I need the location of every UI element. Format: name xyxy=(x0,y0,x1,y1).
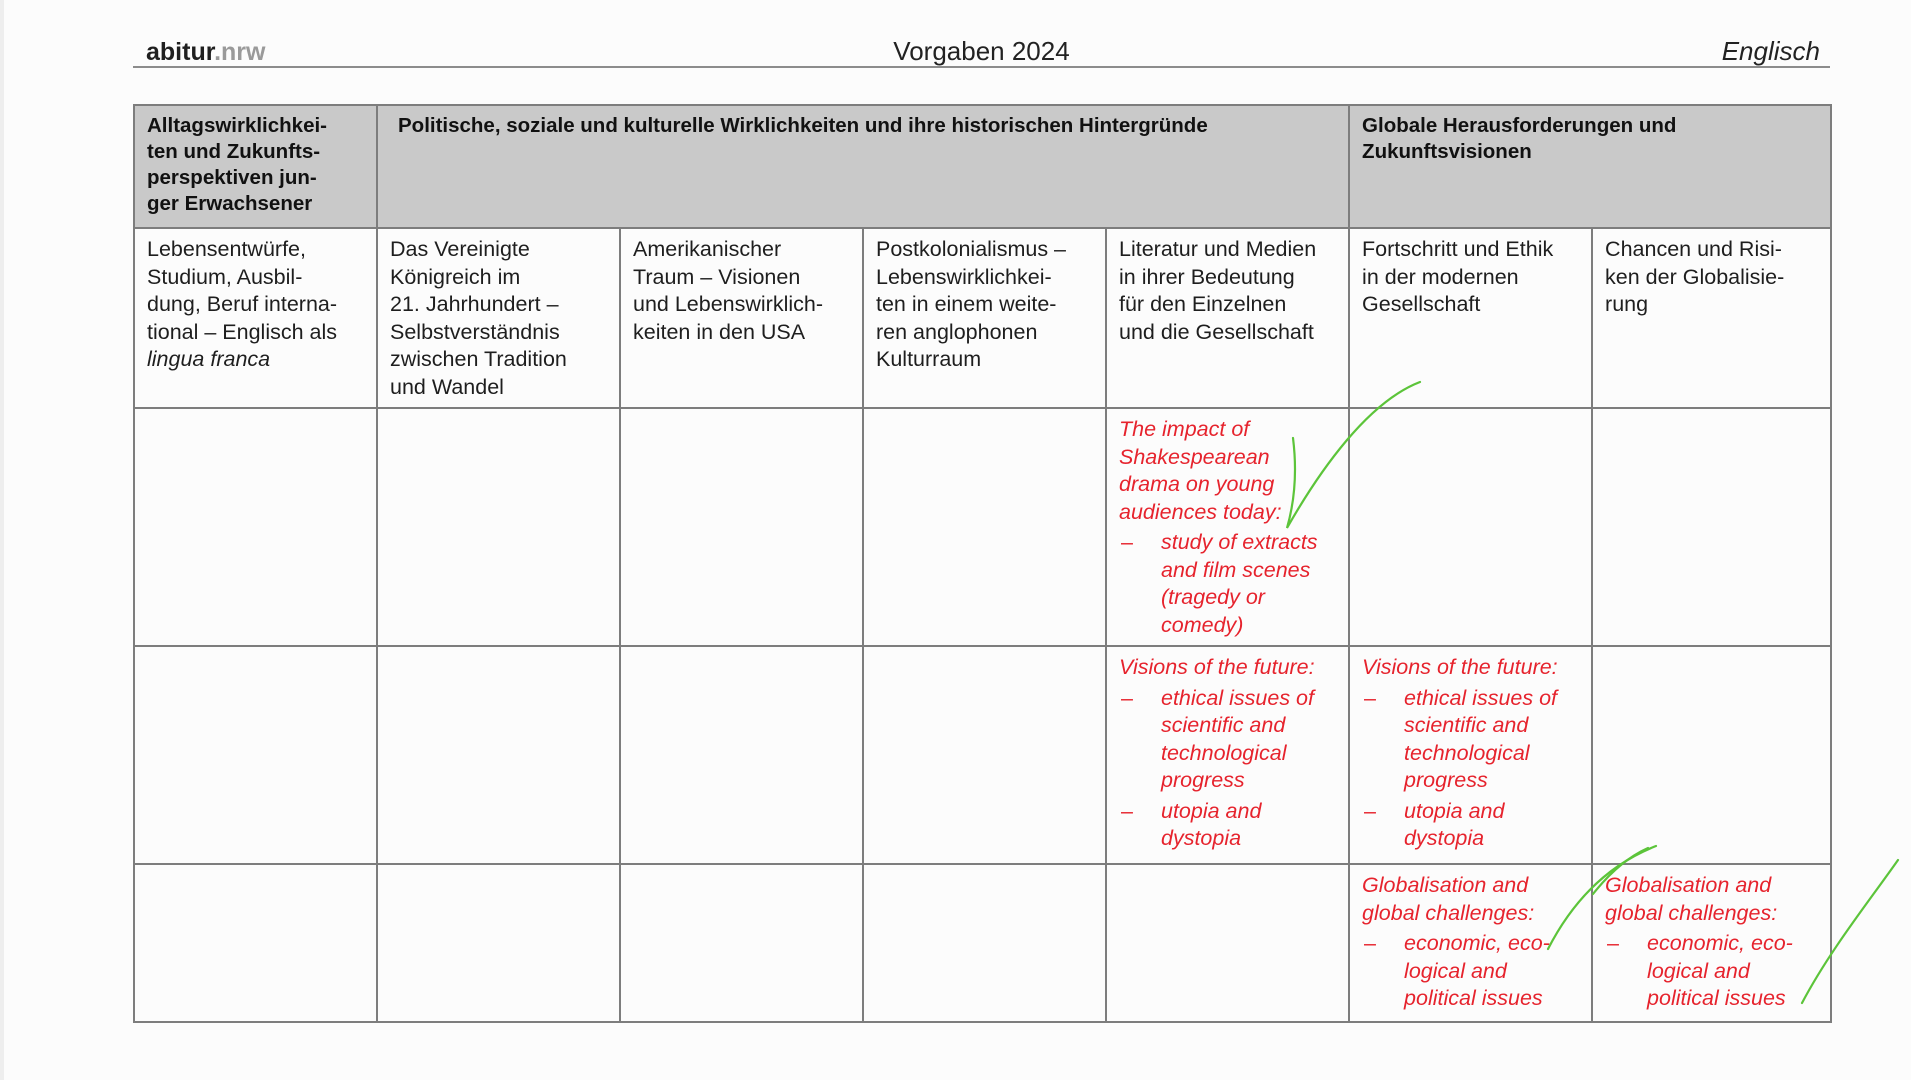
empty-cell xyxy=(863,864,1106,1022)
empty-cell xyxy=(134,864,377,1022)
list-item: – economic, eco- logical and political issues xyxy=(1364,931,1550,1010)
empty-cell xyxy=(377,408,620,646)
empty-cell xyxy=(863,646,1106,864)
topic-cell-life-plans: Lebensentwürfe, Studium, Ausbil- dung, Beruf interna- tional – Englisch als lingua franca xyxy=(134,228,377,408)
empty-cell xyxy=(134,646,377,864)
focus-row-globalisation xyxy=(134,864,1831,1022)
topics-row xyxy=(134,228,1831,408)
header-title: Vorgaben 2024 xyxy=(893,36,1070,66)
focus-list xyxy=(1362,685,1579,853)
header-subject: Englisch xyxy=(1721,36,1820,66)
focus-row-shakespeare xyxy=(134,408,1831,646)
header-global-challenges: Globale Herausforderungen und Zukunftsvisionen xyxy=(1349,105,1831,228)
list-item: – utopia and dystopia xyxy=(1364,798,1505,850)
topic-cell-globalisation: Chancen und Risi- ken der Globalisie- rung xyxy=(1592,228,1831,408)
focus-list xyxy=(1119,529,1336,639)
focus-cell-globalisation-risks: Globalisation and global challenges: – economic, eco- logical and political issues xyxy=(1592,864,1831,1022)
empty-cell xyxy=(620,864,863,1022)
empty-cell xyxy=(620,646,863,864)
topic-cell-american-dream: Amerikanischer Traum – Visionen und Lebenswirklich- keiten in den USA xyxy=(620,228,863,408)
empty-cell xyxy=(377,646,620,864)
topic-cell-progress-ethics: Fortschritt und Ethik in der modernen Gesellschaft xyxy=(1349,228,1592,408)
focus-cell-visions-literature: Visions of the future: – ethical issues of scientific and technological progress – utopia and dystopia xyxy=(1106,646,1349,864)
topic-cell-united-kingdom: Das Vereinigte Königreich im 21. Jahrhundert – Selbstverständnis zwischen Tradition und Wandel xyxy=(377,228,620,408)
header-everyday-life: Alltagswirklichkei- ten und Zukunfts- perspektiven jun- ger Erwachsener xyxy=(134,105,377,228)
page-edge xyxy=(0,0,4,1080)
focus-list xyxy=(1119,685,1336,853)
empty-cell xyxy=(1349,408,1592,646)
topics-table xyxy=(133,104,1832,1023)
focus-row-visions xyxy=(134,646,1831,864)
header-political-social: Politische, soziale und kulturelle Wirklichkeiten und ihre historischen Hintergründe xyxy=(377,105,1349,228)
empty-cell xyxy=(377,864,620,1022)
page-header xyxy=(133,30,1830,68)
topic-cell-postcolonialism: Postkolonialismus – Lebenswirklichkei- ten in einem weite- ren anglophonen Kulturraum xyxy=(863,228,1106,408)
brand-logo: abitur.nrw xyxy=(146,38,266,66)
list-item: – utopia and dystopia xyxy=(1121,798,1262,850)
topic-cell-literature-media: Literatur und Medien in ihrer Bedeutung für den Einzelnen und die Gesellschaft xyxy=(1106,228,1349,408)
empty-cell xyxy=(1106,864,1349,1022)
focus-list xyxy=(1362,930,1579,1013)
focus-cell-shakespeare: The impact of Shakespearean drama on young audiences today: – study of extracts and film scenes (tragedy or comedy) xyxy=(1106,408,1349,646)
focus-cell-visions-ethics: Visions of the future: – ethical issues of scientific and technological progress – utopia and dystopia xyxy=(1349,646,1592,864)
list-item: – ethical issues of scientific and technological progress xyxy=(1364,685,1558,792)
list-item: – study of extracts and film scenes (tragedy or comedy) xyxy=(1121,530,1318,637)
empty-cell xyxy=(1592,646,1831,864)
focus-cell-globalisation-ethics: Globalisation and global challenges: – economic, eco- logical and political issues xyxy=(1349,864,1592,1022)
empty-cell xyxy=(1592,408,1831,646)
empty-cell xyxy=(620,408,863,646)
list-item: – ethical issues of scientific and technological progress xyxy=(1121,685,1314,792)
empty-cell xyxy=(134,408,377,646)
focus-list xyxy=(1605,930,1818,1013)
empty-cell xyxy=(863,408,1106,646)
list-item: – economic, eco- logical and political issues xyxy=(1607,931,1793,1010)
header-row xyxy=(134,105,1831,228)
